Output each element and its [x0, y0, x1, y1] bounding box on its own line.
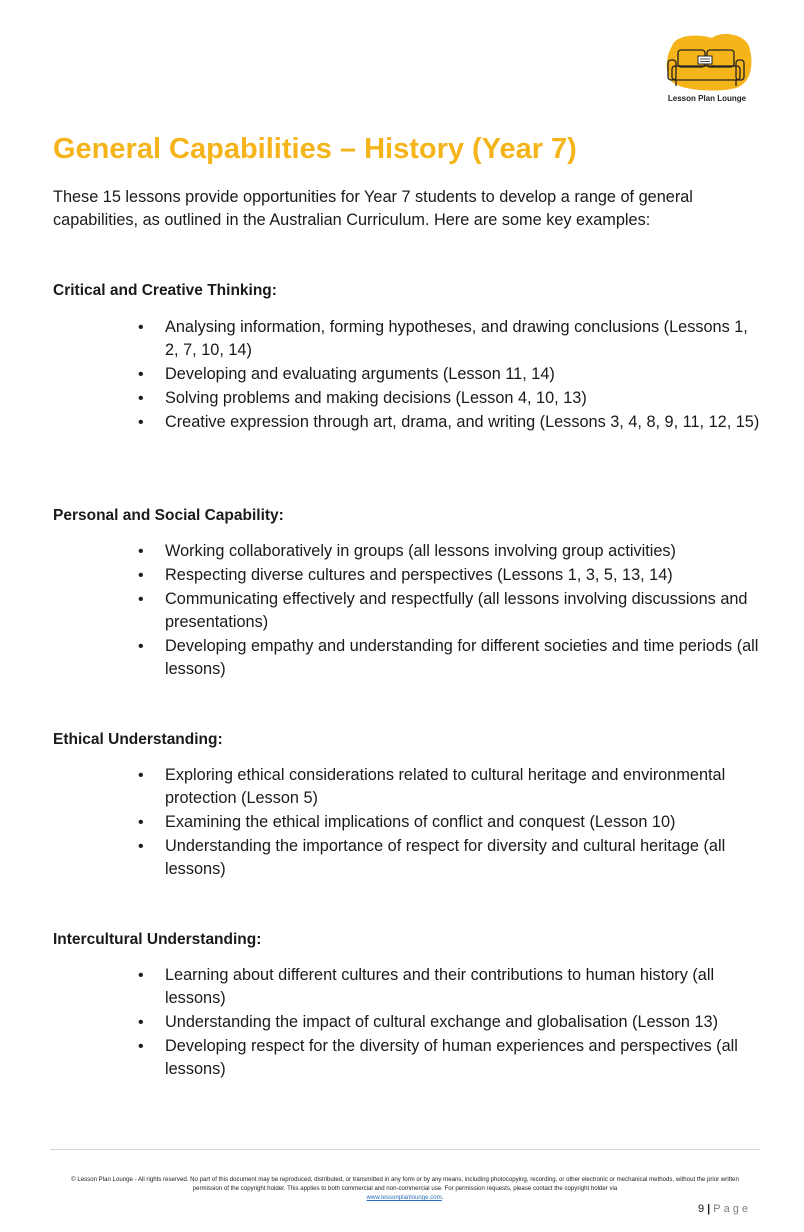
list-item: • Creative expression through art, drama, and writing (Lessons 3, 4, 8, 9, 11, 12, 15): [165, 411, 763, 434]
section-heading-personal-social-capability: Personal and Social Capability:: [53, 507, 284, 524]
bullet-list-personal-social-capability: [165, 540, 763, 682]
bullet-list-critical-creative-thinking: [165, 316, 763, 435]
section-heading-critical-creative-thinking: Critical and Creative Thinking:: [53, 282, 277, 299]
copyright-text: © Lesson Plan Lounge - All rights reserved. No part of this document may be reproduced, distributed, or transmitted in any form or by any means, including photocopying, recording, or other electronic or mechanical methods, without the prior written permission of the copyright holder. This applies to both commercial and non-commercial use. For permission requests, please contact the copyright holder via: [71, 1176, 739, 1192]
list-item: • Analysing information, forming hypotheses, and drawing conclusions (Lessons 1, 2, 7, 10, 14): [165, 316, 763, 362]
section-heading-intercultural-understanding: Intercultural Understanding:: [53, 931, 262, 948]
bullet-list-ethical-understanding: [165, 764, 763, 882]
list-item: • Developing empathy and understanding for different societies and time periods (all lessons): [165, 635, 763, 681]
list-item: • Developing and evaluating arguments (Lesson 11, 14): [165, 363, 763, 386]
list-item: • Developing respect for the diversity of human experiences and perspectives (all lessons): [165, 1035, 763, 1081]
list-item: • Understanding the importance of respect for diversity and cultural heritage (all lessons): [165, 835, 763, 881]
page-title: General Capabilities – History (Year 7): [53, 133, 577, 165]
page-number-value: 9: [697, 1203, 705, 1215]
website-link[interactable]: www.lessonplanlounge.com: [366, 1194, 442, 1201]
intro-paragraph: These 15 lessons provide opportunities for Year 7 students to develop a range of general capabilities, as outlined in the Australian Curriculum. Here are some key examples:: [53, 188, 693, 229]
footer-copyright: [58, 1175, 752, 1202]
list-item: • Solving problems and making decisions (Lesson 4, 10, 13): [165, 387, 763, 410]
page-number-separator: |: [707, 1203, 711, 1215]
footer-divider: [50, 1149, 760, 1150]
list-item: • Respecting diverse cultures and perspectives (Lessons 1, 3, 5, 13, 14): [165, 564, 763, 587]
section-heading-ethical-understanding: Ethical Understanding:: [53, 731, 223, 748]
logo-text: Lesson Plan Lounge: [667, 94, 747, 103]
list-item: • Learning about different cultures and their contributions to human history (all lessons): [165, 964, 763, 1010]
page-word: Page: [713, 1203, 751, 1215]
list-item: • Working collaboratively in groups (all lessons involving group activities): [165, 540, 763, 563]
list-item: • Exploring ethical considerations related to cultural heritage and environmental protection (Lesson 5): [165, 764, 763, 810]
list-item: • Examining the ethical implications of conflict and conquest (Lesson 10): [165, 811, 763, 834]
link-suffix: .: [441, 1194, 444, 1201]
list-item: • Communicating effectively and respectfully (all lessons involving discussions and presentations): [165, 588, 763, 634]
list-item: • Understanding the impact of cultural exchange and globalisation (Lesson 13): [165, 1011, 763, 1034]
bullet-list-intercultural-understanding: [165, 964, 763, 1082]
page-number: [698, 1203, 751, 1215]
